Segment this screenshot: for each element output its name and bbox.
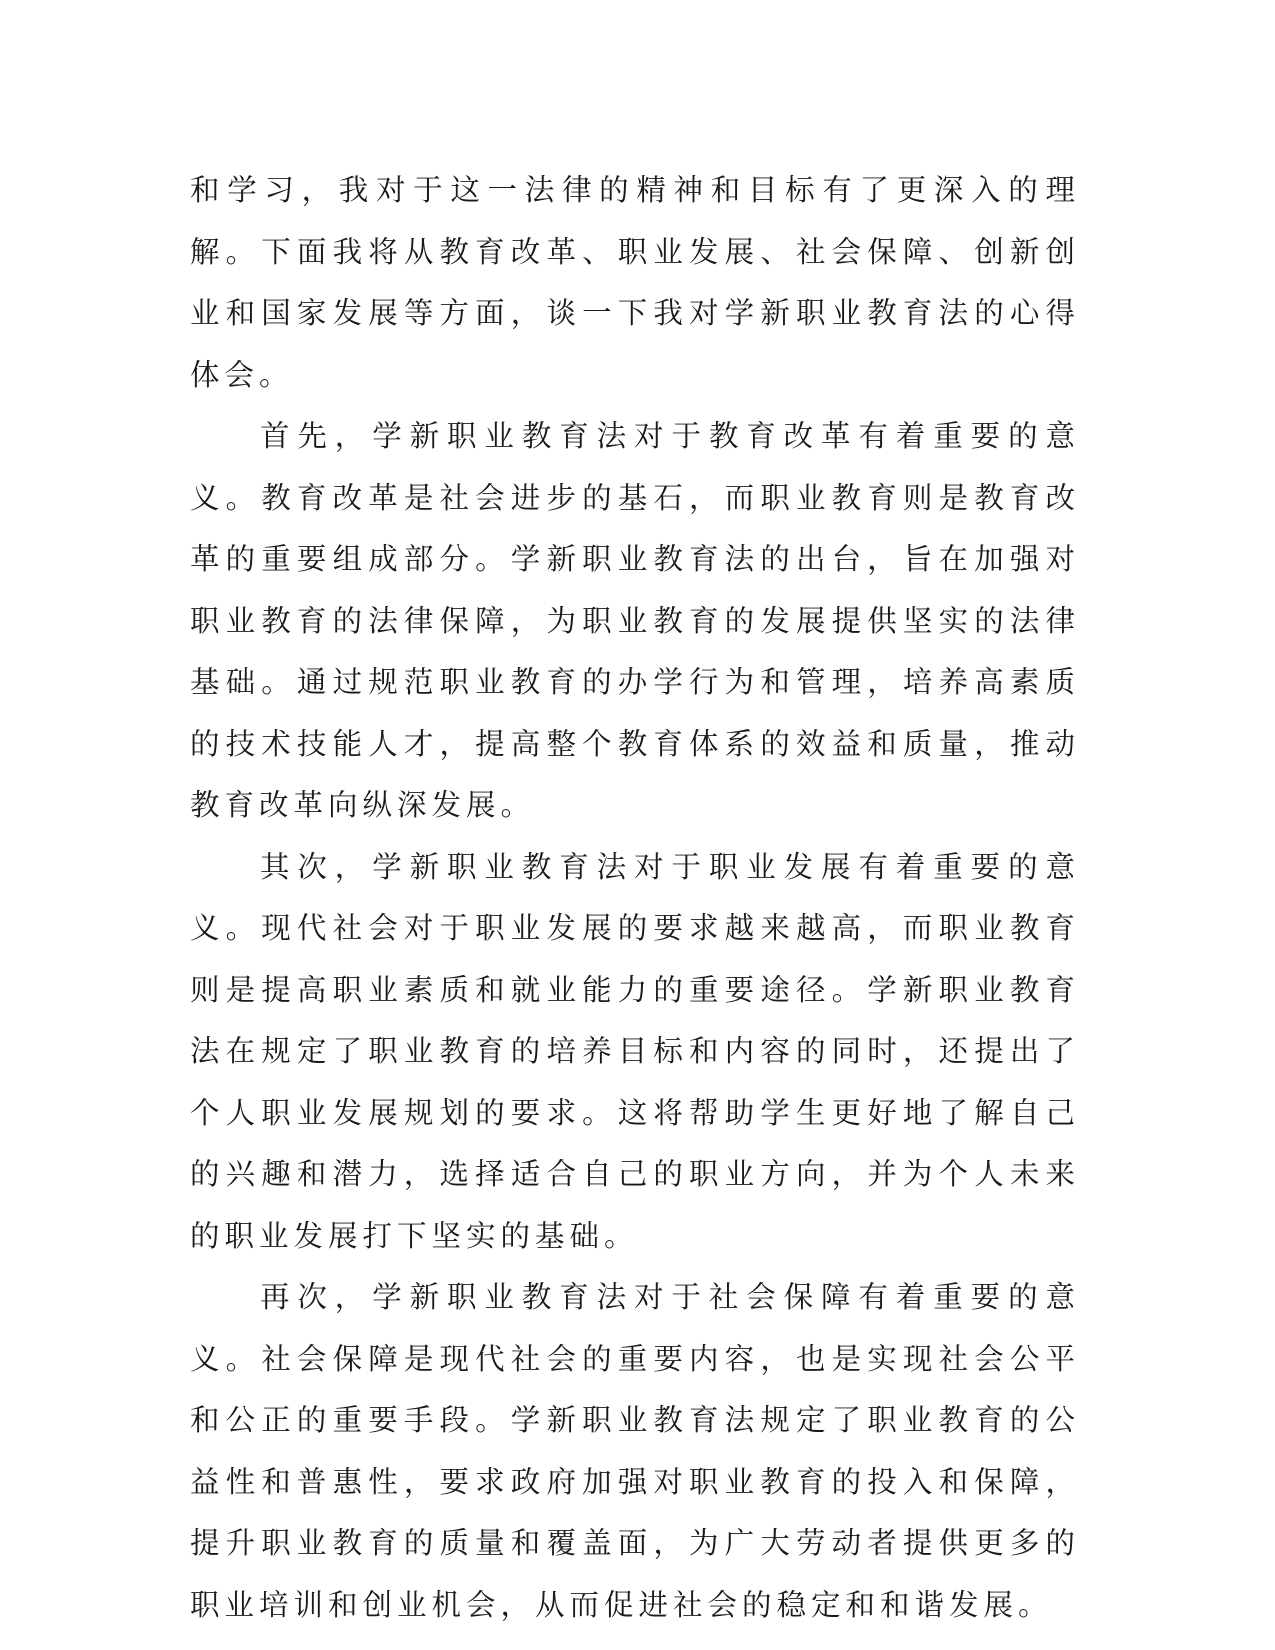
paragraph-intro-continuation: 和学习，我对于这一法律的精神和目标有了更深入的理解。下面我将从教育改革、职业发展、社会保障、创新创业和国家发展等方面，谈一下我对学新职业教育法的心得体会。 [190,173,1080,392]
body-text [190,160,1080,1636]
paragraph-career-development: 其次，学新职业教育法对于职业发展有着重要的意义。现代社会对于职业发展的要求越来越高，而职业教育则是提高职业素质和就业能力的重要途径。学新职业教育法在规定了职业教育的培养目标和内容的同时，还提出了个人职业发展规划的要求。这将帮助学生更好地了解自己的兴趣和潜力，选择适合自己的职业方向，并为个人未来的职业发展打下坚实的基础。 [190,849,1080,1253]
paragraph-social-security: 再次，学新职业教育法对于社会保障有着重要的意义。社会保障是现代社会的重要内容，也是实现社会公平和公正的重要手段。学新职业教育法规定了职业教育的公益性和普惠性，要求政府加强对职业教育的投入和保障，提升职业教育的质量和覆盖面，为广大劳动者提供更多的职业培训和创业机会，从而促进社会的稳定和和谐发展。 [190,1280,1080,1622]
paragraph-education-reform: 首先，学新职业教育法对于教育改革有着重要的意义。教育改革是社会进步的基石，而职业教育则是教育改革的重要组成部分。学新职业教育法的出台，旨在加强对职业教育的法律保障，为职业教育的发展提供坚实的法律基础。通过规范职业教育的办学行为和管理，培养高素质的技术技能人才，提高整个教育体系的效益和质量，推动教育改革向纵深发展。 [190,419,1080,822]
